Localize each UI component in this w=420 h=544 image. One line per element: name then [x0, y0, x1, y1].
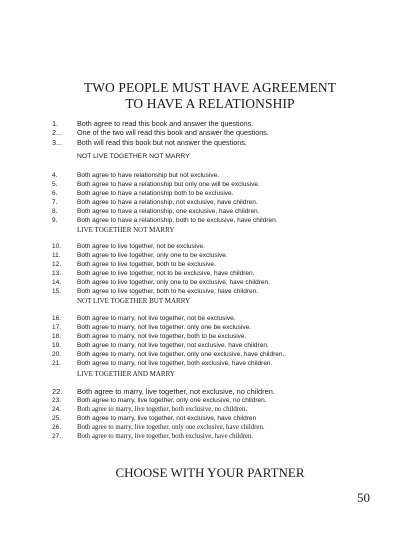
item-number: 15. [52, 288, 62, 295]
item-text: Both agree to live together, both to he exclusive, have children. [77, 288, 259, 295]
item-number: 8. [52, 208, 58, 215]
item-number: 24. [52, 406, 62, 413]
item-number: 23. [52, 397, 62, 404]
item-number: 16. [52, 315, 62, 322]
item-text: Both agree to live together, only one to be exclusive, have children. [77, 279, 270, 286]
item-number: 3... [52, 137, 62, 147]
item-text: Both agree to marry, live together. only one exclusive, have children. [77, 424, 265, 431]
item-text: Both agree to marry, live together, not exclusive, have children [77, 415, 257, 422]
item-number: 6. [52, 190, 58, 197]
item-number: 10. [52, 243, 62, 250]
item-text: Both agree to have a relationship, not exclusive, have children. [77, 199, 258, 206]
item-number: 5. [52, 181, 58, 188]
item-number: 1. [52, 119, 58, 128]
page-title-line-2: TO HAVE A RELATIONSHIP [125, 96, 295, 111]
page-number: 50 [357, 490, 370, 505]
item-number: 27. [52, 433, 62, 440]
item-text: Both agree to marry, live together, both exclusive, no children. [77, 406, 248, 413]
item-text: Both agree to marry, not live together, not be exclusive. [77, 315, 236, 322]
item-text: Both agree to read this book and answer the questions. [77, 119, 254, 128]
item-text: Both agree to marry, not live together, only one exclusive, have children.. [77, 351, 287, 358]
item-number: 12. [52, 261, 62, 268]
item-number: 2... [52, 128, 62, 138]
item-text: Both agree to marry, live together, not exclusive, no children. [77, 387, 275, 396]
item-text: Both agree to live together, not be exclusive. [77, 243, 205, 250]
item-number: 19. [52, 342, 62, 349]
item-text: Both agree to marry, not live together, both exclusive, have children. [77, 360, 273, 367]
item-text: One of the two will read this book and answer the questions. [77, 128, 269, 138]
item-number: 21. [52, 360, 62, 367]
item-number: 13. [52, 270, 62, 277]
item-text: Both agree to have a relationship but only one will be exclusive. [77, 181, 260, 188]
item-text: Both agree to marry, not live together. only one be exclusive. [77, 324, 252, 331]
item-number: 14. [52, 279, 62, 286]
section-heading: LIVE TOGETHER NOT MARRY [77, 226, 175, 234]
item-number: 18. [52, 333, 62, 340]
page-title-line-1: TWO PEOPLE MUST HAVE AGREEMENT [83, 80, 337, 95]
item-text: Both agree to marry, live together, both exclusive, have children. [77, 433, 254, 440]
item-number: 20. [52, 351, 62, 358]
item-text: Both will read this book but not answer the questions. [77, 137, 247, 147]
section-heading: LIVE TOGETHER AND MARRY [77, 370, 175, 378]
item-text: Both agree to live together, not to be exclusive, have children. [77, 270, 255, 277]
item-number: 22. [52, 387, 63, 396]
item-text: Both agree to live together, both to be exclusive. [77, 261, 216, 268]
item-text: Both agree to have a relationship both to be exclusive. [77, 190, 234, 197]
item-text: Both agree to marry, live together, only one exclusive, no children. [77, 397, 267, 404]
item-text: Both agree to live together, only one to be exclusive. [77, 252, 228, 259]
item-text: Both agree to have relationship but not exclusive. [77, 172, 220, 179]
item-number: 26. [52, 424, 62, 431]
item-number: 4. [52, 172, 58, 179]
item-text: Both agree to have a relationship, both to be exclusive, have children. [77, 217, 278, 224]
item-number: 9. [52, 217, 58, 224]
item-number: 17. [52, 324, 62, 331]
item-number: 25. [52, 415, 62, 422]
section-heading: NOT LIVE TOGETHER BUT MARRY [77, 297, 191, 305]
item-text: Both agree to have a relationship, one exclusive, have children. [77, 208, 260, 215]
item-text: Both agree to marry, not live together, both to be exclusive. [77, 333, 247, 340]
item-number: 7. [52, 199, 58, 206]
closing-statement: CHOOSE WITH YOUR PARTNER [115, 465, 305, 480]
section-heading: NOT LIVE TOGETHER NOT MARRY [77, 153, 190, 160]
item-text: Both agree to marry, not live together, not exclusive, have children. [77, 342, 269, 349]
item-number: 11. [52, 252, 61, 259]
